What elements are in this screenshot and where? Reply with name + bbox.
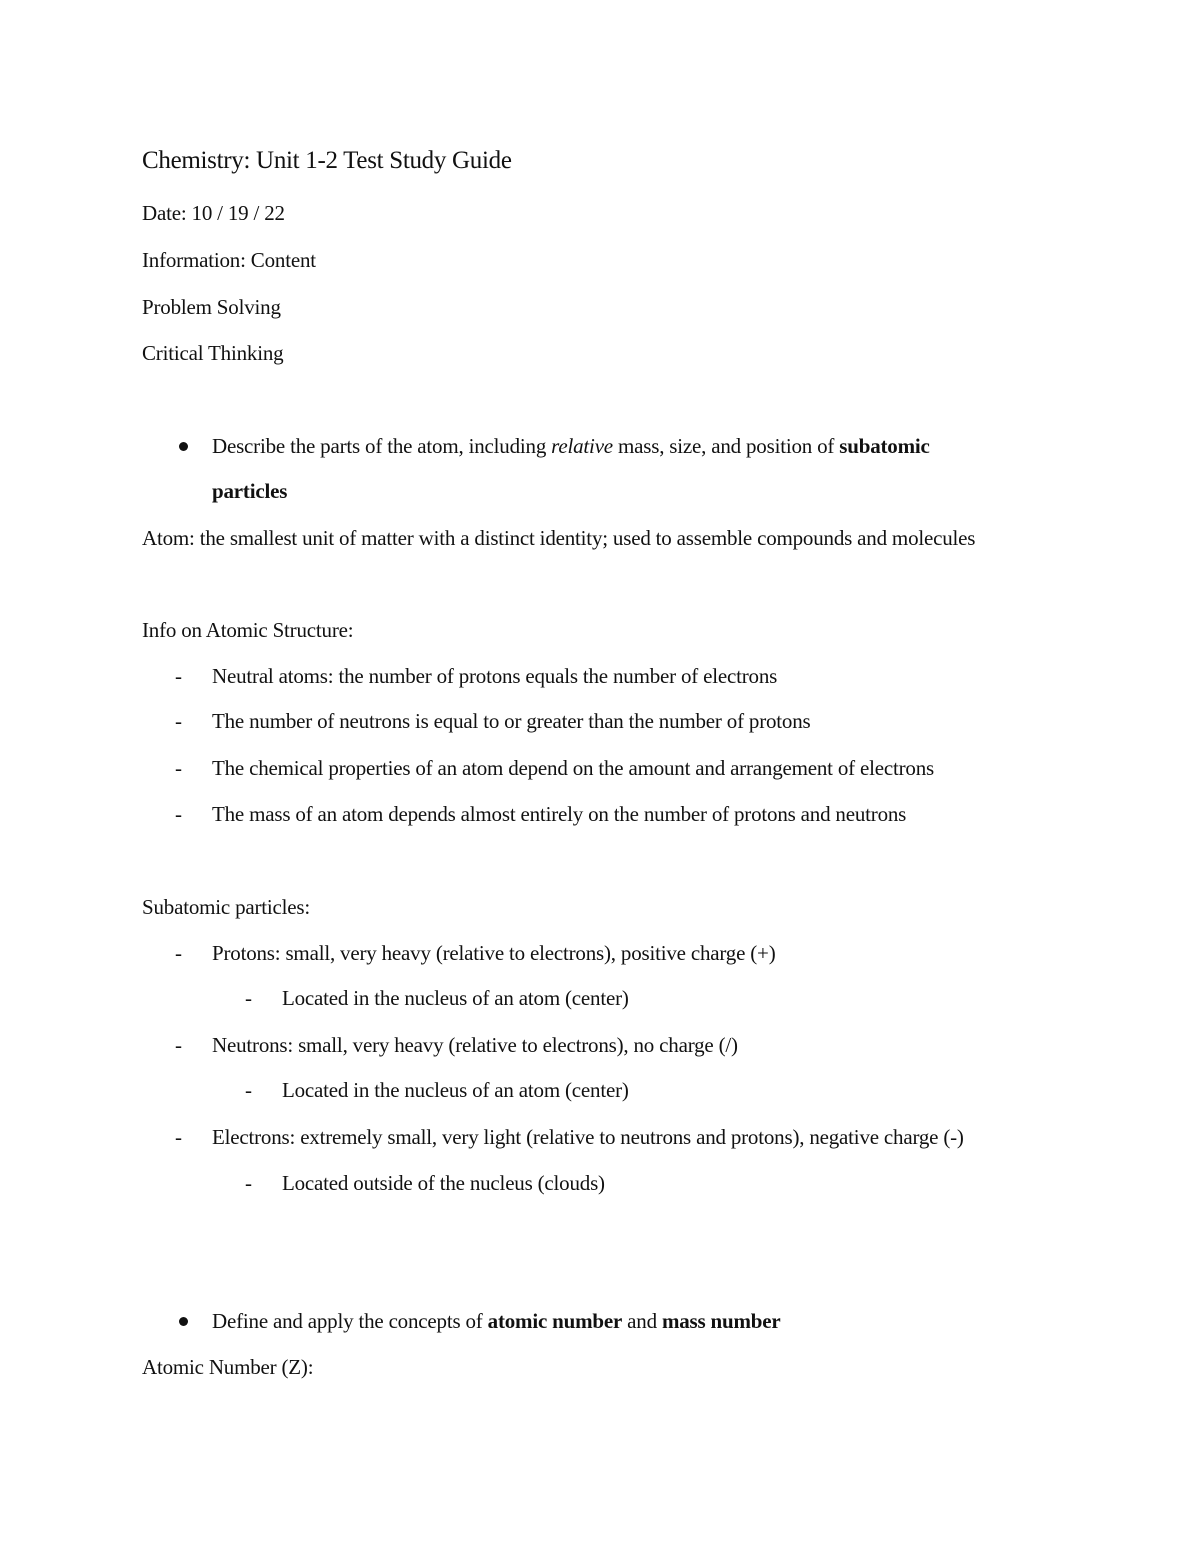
date-line: Date: 10 / 19 / 22 [142,201,285,225]
list-item-text: Electrons: extremely small, very light (relative to neutrons and protons), negative charge (-) [212,1125,964,1149]
critical-thinking-line: Critical Thinking [142,341,284,365]
bullet-dot-icon [179,442,188,451]
atomic-number-heading: Atomic Number (Z): [142,1355,314,1379]
list-item-text: Neutrons: small, very heavy (relative to electrons), no charge (/) [212,1033,738,1057]
bullet-text-part: and [622,1309,662,1333]
list-item-text: Neutral atoms: the number of protons equals the number of electrons [212,664,778,688]
document-title: Chemistry: Unit 1-2 Test Study Guide [142,147,512,174]
dash-marker: - [175,664,182,688]
bullet-bold-particles: particles [212,479,288,503]
bullet-text-part: Define and apply the concepts of [212,1309,488,1333]
dash-marker: - [245,1171,252,1195]
bullet-dot-icon [179,1317,188,1326]
dash-marker: - [175,709,182,733]
information-line: Information: Content [142,248,316,272]
bullet-text-part: mass, size, and position of [612,434,840,458]
dash-marker: - [175,802,182,826]
dash-marker: - [175,1033,182,1057]
dash-marker: - [245,986,252,1010]
bullet-italic-relative: relative [551,434,613,458]
atomic-structure-heading: Info on Atomic Structure: [142,618,354,642]
list-item-text: Protons: small, very heavy (relative to electrons), positive charge (+) [212,941,776,965]
bullet-text-part: Describe the parts of the atom, including [212,434,552,458]
dash-marker: - [175,756,182,780]
list-item-text: The mass of an atom depends almost entirely on the number of protons and neutrons [212,802,907,826]
atom-definition: Atom: the smallest unit of matter with a distinct identity; used to assemble compounds and molecules [142,526,976,550]
subatomic-heading: Subatomic particles: [142,895,311,919]
bullet-text [212,433,930,459]
list-item-text: Located outside of the nucleus (clouds) [282,1171,605,1195]
list-item-text: The number of neutrons is equal to or greater than the number of protons [212,709,811,733]
list-item-text: Located in the nucleus of an atom (center) [282,1078,629,1102]
bullet-text [212,478,287,504]
dash-marker: - [245,1078,252,1102]
list-item-text: Located in the nucleus of an atom (center) [282,986,629,1010]
list-item-text: The chemical properties of an atom depend on the amount and arrangement of electrons [212,756,934,780]
bullet-bold-subatomic: subatomic [839,434,930,458]
bullet-text [212,1308,781,1334]
dash-marker: - [175,941,182,965]
problem-solving-line: Problem Solving [142,295,281,319]
bullet-bold-mass-number: mass number [661,1309,781,1333]
bullet-bold-atomic-number: atomic number [487,1309,623,1333]
dash-marker: - [175,1125,182,1149]
